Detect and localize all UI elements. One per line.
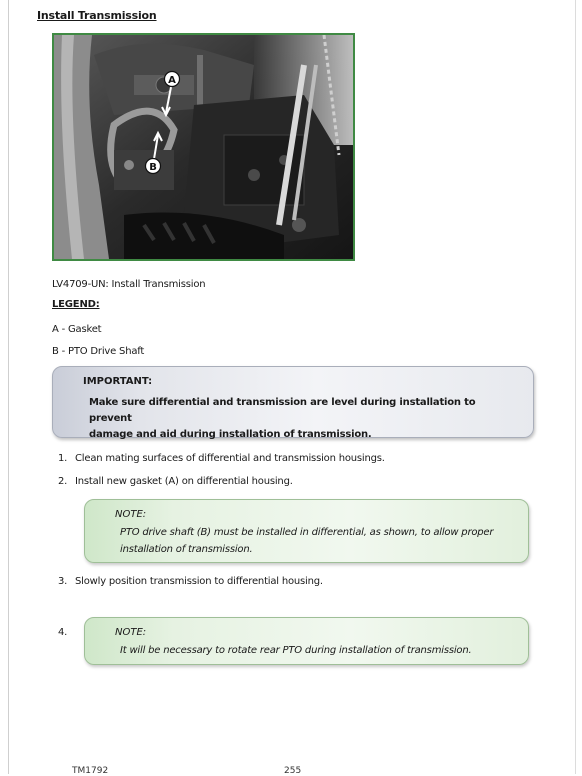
transmission-photo <box>52 33 355 261</box>
footer-page-number: 255 <box>284 766 302 776</box>
figure-caption: LV4709-UN: Install Transmission <box>52 279 206 290</box>
footer-doc-id: TM1792 <box>72 766 109 776</box>
legend-heading: LEGEND: <box>52 299 100 310</box>
note-2-text: It will be necessary to rotate rear PTO during installation of transmission. <box>120 645 472 656</box>
step-3-number: 3. <box>58 576 68 587</box>
callout-a <box>165 72 180 87</box>
callout-b <box>146 159 161 174</box>
legend-item-a: A - Gasket <box>52 324 102 335</box>
step-1-text: Clean mating surfaces of differential and transmission housings. <box>75 453 385 464</box>
step-3-text: Slowly position transmission to differential housing. <box>75 576 323 587</box>
important-callout <box>52 366 534 438</box>
step-2-number: 2. <box>58 476 68 487</box>
note-1-text <box>120 524 493 558</box>
section-title: Install Transmission <box>37 9 157 22</box>
note-callout-2 <box>84 617 529 665</box>
callout-b-label: B <box>149 162 157 173</box>
note-callout-1 <box>84 499 529 563</box>
left-margin-rule <box>8 0 9 774</box>
right-margin-rule <box>575 0 576 774</box>
step-4-number: 4. <box>58 627 68 638</box>
important-heading: IMPORTANT: <box>83 376 153 387</box>
callout-a-label: A <box>168 75 176 86</box>
legend-item-b: B - PTO Drive Shaft <box>52 346 145 357</box>
note-1-line-2: installation of transmission. <box>120 544 253 555</box>
important-line-2: damage and aid during installation of transmission. <box>89 429 372 440</box>
step-1-number: 1. <box>58 453 68 464</box>
note-2-heading: NOTE: <box>115 627 147 638</box>
note-1-heading: NOTE: <box>115 509 147 520</box>
note-1-line-1: PTO drive shaft (B) must be installed in differential, as shown, to allow proper <box>120 527 494 538</box>
photo-illustration <box>54 35 353 259</box>
important-line-1: Make sure differential and transmission are level during installation to prevent <box>89 397 476 424</box>
step-2-text: Install new gasket (A) on differential housing. <box>75 476 293 487</box>
important-text <box>89 395 519 443</box>
